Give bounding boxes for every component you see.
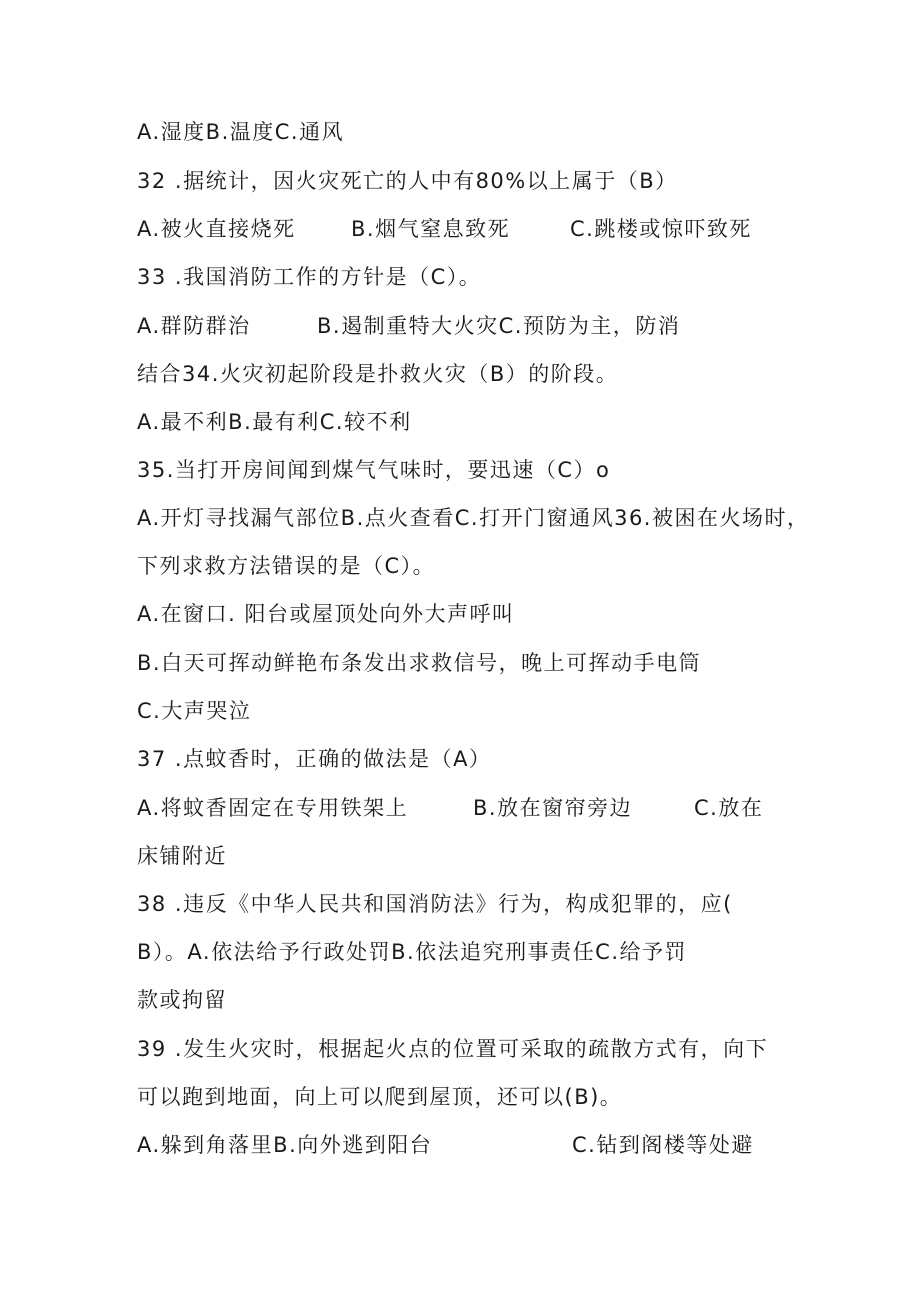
q36-option-c: C.大声哭泣 <box>137 699 252 723</box>
q35-options-q36: A.开灯寻找漏气部位B.点火查看C.打开门窗通风36.被困在火场时， <box>137 506 810 530</box>
q39-question-cont: 可以跑到地面，向上可以爬到屋顶，还可以(B)。 <box>137 1085 623 1109</box>
q37-option-c-cont: 床铺附近 <box>137 844 227 868</box>
q37-option-b: B.放在窗帘旁边 <box>473 796 633 820</box>
q37-option-c: C.放在 <box>694 796 764 820</box>
q39-options <box>137 1132 754 1236</box>
q33-q34-line: 结合34.火灾初起阶段是扑救火灾（B）的阶段。 <box>137 362 619 386</box>
q32-question: 32 .据统计，因火灾死亡的人中有80%以上属于（B） <box>137 169 678 193</box>
q32-option-a: A.被火直接烧死 <box>137 217 296 241</box>
q32-option-b: B.烟气窒息致死 <box>351 217 511 241</box>
q33-question: 33 .我国消防工作的方针是（C）。 <box>137 265 482 289</box>
q39-option-ab: A.躲到角落里B.向外逃到阳台 <box>137 1133 433 1157</box>
q38-options: B）。A.依法给予行政处罚B.依法追究刑事责任C.给予罚 <box>137 940 687 964</box>
q31-options: A.湿度B.温度C.通风 <box>137 120 345 144</box>
q33-option-a: A.群防群治 <box>137 314 251 338</box>
q38-question: 38 .违反《中华人民共和国消防法》行为，构成犯罪的，应( <box>137 892 733 916</box>
q35-question: 35.当打开房间闻到煤气气味时，要迅速（C）o <box>137 458 611 482</box>
q34-options: A.最不利B.最有利C.较不利 <box>137 410 412 434</box>
q37-option-a: A.将蚊香固定在专用铁架上 <box>137 796 409 820</box>
q36-question: 下列求救方法错误的是（C）。 <box>137 554 436 578</box>
q36-option-a: A.在窗口. 阳台或屋顶处向外大声呼叫 <box>137 602 515 626</box>
q38-option-c-cont: 款或拘留 <box>137 988 227 1012</box>
q39-question: 39 .发生火灾时，根据起火点的位置可采取的疏散方式有，向下 <box>137 1037 769 1061</box>
q32-option-c: C.跳楼或惊吓致死 <box>570 217 752 241</box>
q39-option-c: C.钻到阁楼等处避 <box>572 1133 754 1157</box>
q33-option-bc: B.遏制重特大火灾C.预防为主，防消 <box>317 314 681 338</box>
q36-option-b: B.白天可挥动鲜艳布条发出求救信号，晚上可挥动手电筒 <box>137 651 702 675</box>
q37-question: 37 .点蚊香时，正确的做法是（A） <box>137 747 492 771</box>
